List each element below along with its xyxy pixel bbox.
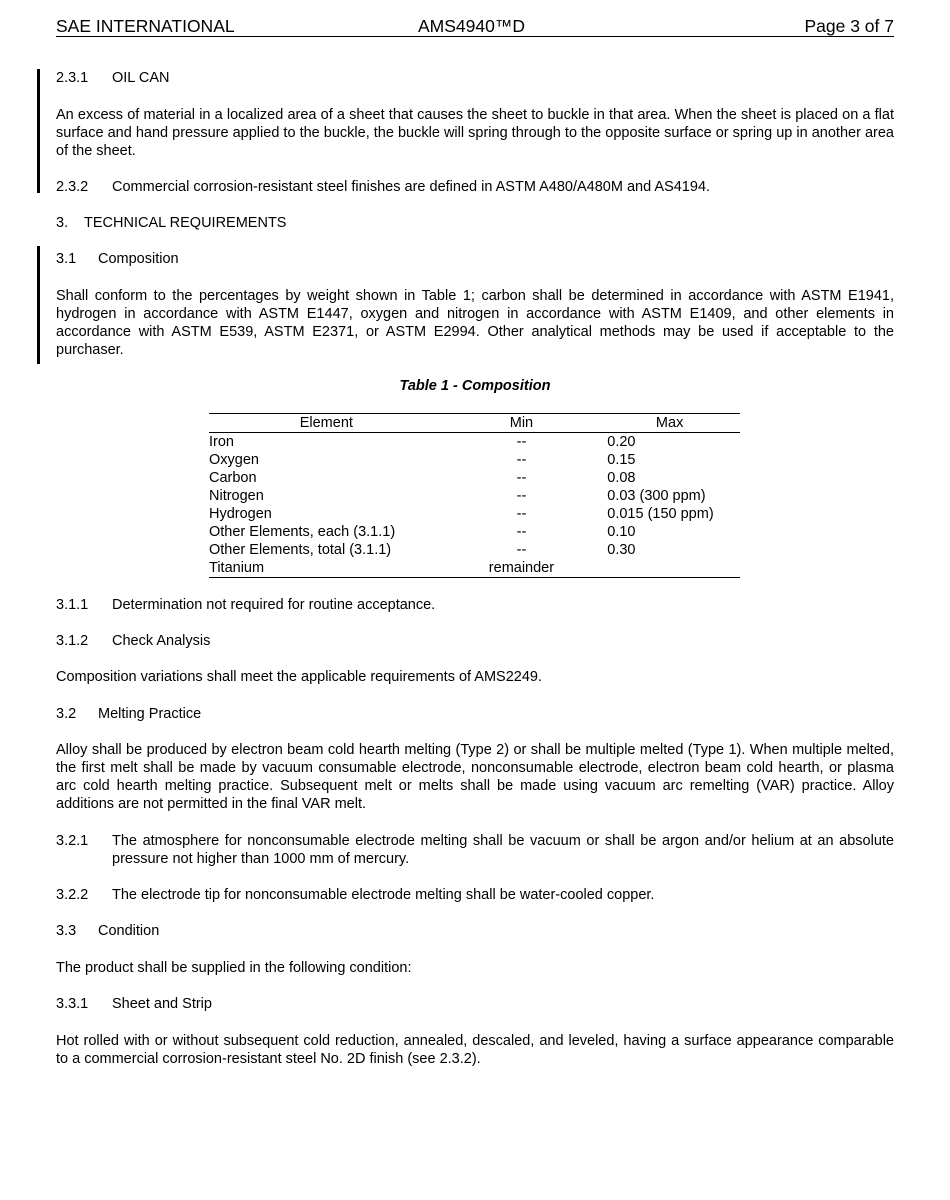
cell-max [599, 559, 740, 578]
section-3-heading [56, 214, 894, 232]
column-header-max: Max [599, 414, 740, 433]
section-number: 3.3.1 [56, 996, 89, 1012]
cell-element: Iron [209, 434, 234, 450]
cell-max: 0.20 [607, 434, 636, 450]
cell-element: Hydrogen [209, 506, 272, 522]
section-number: 2.3.1 [56, 70, 89, 86]
cell-max: 0.03 (300 ppm) [607, 488, 706, 504]
section-number: 3.1.2 [56, 633, 89, 649]
cell-element: Titanium [209, 559, 444, 578]
section-text: Commercial corrosion-resistant steel finishes are defined in ASTM A480/A480M and AS4194. [112, 179, 711, 195]
section-number: 3. [56, 215, 69, 231]
section-2-3-2 [56, 178, 894, 196]
page-header [56, 16, 894, 37]
table-row [209, 523, 740, 541]
cell-min: -- [516, 470, 527, 486]
cell-max: 0.10 [607, 524, 636, 540]
section-number: 3.3 [56, 923, 77, 939]
table-header-row [209, 414, 740, 433]
cell-element: Other Elements, each (3.1.1) [209, 524, 396, 540]
section-3-1-2-heading [56, 632, 894, 650]
section-number: 3.1 [56, 251, 77, 267]
table-row [209, 559, 740, 578]
cell-min: -- [516, 452, 527, 468]
section-number: 3.2.1 [56, 833, 89, 849]
section-number: 2.3.2 [56, 179, 89, 195]
cell-min: -- [516, 524, 527, 540]
table-row [209, 487, 740, 505]
cell-min: remainder [444, 559, 600, 578]
cell-element: Carbon [209, 470, 257, 486]
section-2-3-1-heading [56, 69, 894, 87]
column-header-min: Min [444, 414, 600, 433]
section-title: Check Analysis [112, 633, 211, 649]
section-3-2-1 [56, 832, 894, 868]
section-3-1-heading [56, 250, 894, 268]
section-title: Composition [98, 251, 179, 267]
section-3-2-heading [56, 705, 894, 723]
section-3-1-2-body: Composition variations shall meet the applicable requirements of AMS2249. [56, 669, 543, 685]
section-text: Determination not required for routine acceptance. [112, 597, 436, 613]
column-header-element: Element [209, 414, 444, 433]
cell-max: 0.015 (150 ppm) [607, 506, 714, 522]
table-caption: Table 1 - Composition [399, 378, 551, 394]
section-title: Sheet and Strip [112, 996, 212, 1012]
cell-element: Nitrogen [209, 488, 264, 504]
section-title: TECHNICAL REQUIREMENTS [84, 215, 287, 231]
table-row [209, 541, 740, 559]
section-title: OIL CAN [112, 70, 170, 86]
header-page-number: Page 3 of 7 [804, 16, 894, 36]
header-document-number: AMS4940™D [418, 16, 525, 36]
section-3-2-body: Alloy shall be produced by electron beam cold hearth melting (Type 2) or shall be multiple melted (Type 1). When multiple melted, the first melt shall be made by vacuum consumable electrode, nonconsumable electrode, electron beam cold hearth, or plasma arc cold hearth melting practice. Subsequent melt or melts shall be made using vacuum arc remelting (VAR) practice. Alloy additions are not permitted in the final VAR melt. [56, 742, 894, 812]
section-3-3-heading [56, 922, 894, 940]
cell-max: 0.15 [607, 452, 636, 468]
section-title: Melting Practice [98, 706, 202, 722]
cell-max: 0.30 [607, 542, 636, 558]
section-number: 3.2.2 [56, 887, 89, 903]
section-3-3-1-heading [56, 995, 894, 1013]
section-3-1-body: Shall conform to the percentages by weight shown in Table 1; carbon shall be determined in accordance with ASTM E1941, hydrogen in accordance with ASTM E1447, oxygen and nitrogen in accordance with ASTM E1409, and other elements in accordance with ASTM E539, ASTM E2371, or ASTM E2994. Other analytical methods may be used if acceptable to the purchaser. [56, 288, 894, 358]
table-row [209, 469, 740, 487]
header-organization: SAE INTERNATIONAL [56, 16, 235, 36]
section-text: The electrode tip for nonconsumable electrode melting shall be water-cooled copper. [112, 887, 655, 903]
section-3-1-1 [56, 596, 894, 614]
cell-max: 0.08 [607, 470, 636, 486]
cell-element: Other Elements, total (3.1.1) [209, 542, 392, 558]
cell-element: Oxygen [209, 452, 259, 468]
section-3-3-1-body: Hot rolled with or without subsequent cold reduction, annealed, descaled, and leveled, having a surface appearance comparable to a commercial corrosion-resistant steel No. 2D finish (see 2.3.2). [56, 1033, 894, 1067]
composition-table [209, 413, 740, 578]
cell-min: -- [516, 506, 527, 522]
section-number: 3.2 [56, 706, 77, 722]
revision-bar [37, 69, 40, 193]
table-row [209, 451, 740, 469]
table-row [209, 505, 740, 523]
section-3-2-2 [56, 886, 894, 904]
section-3-3-body: The product shall be supplied in the following condition: [56, 960, 412, 976]
section-text: The atmosphere for nonconsumable electrode melting shall be vacuum or shall be argon and/or helium at an absolute pressure not higher than 1000 mm of mercury. [112, 833, 894, 867]
table-row [209, 433, 740, 452]
section-2-3-1-body: An excess of material in a localized area of a sheet that causes the sheet to buckle in that area. When the sheet is placed on a flat surface and hand pressure applied to the buckle, the buckle will spring through to the opposite surface or spring up in another area of the sheet. [56, 107, 894, 159]
cell-min: -- [516, 488, 527, 504]
cell-min: -- [516, 434, 527, 450]
section-title: Condition [98, 923, 160, 939]
section-number: 3.1.1 [56, 597, 89, 613]
revision-bar [37, 246, 40, 364]
cell-min: -- [516, 542, 527, 558]
